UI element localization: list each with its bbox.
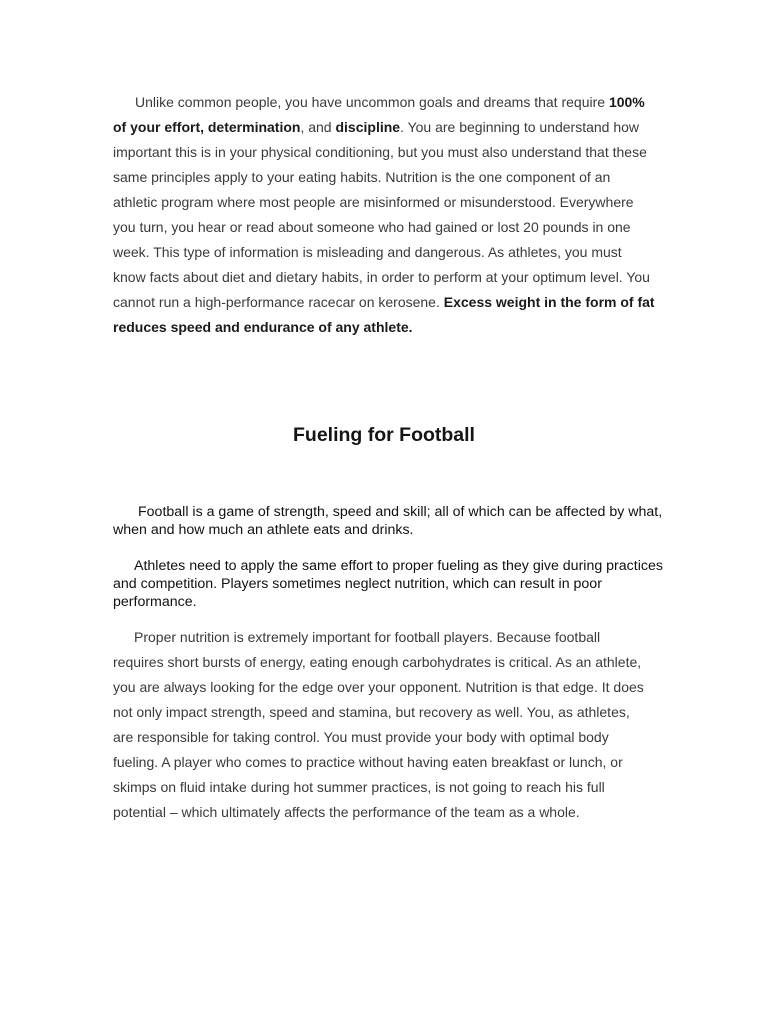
section-heading: Fueling for Football — [293, 424, 475, 446]
intro-bold-discipline: discipline — [335, 119, 401, 135]
intro-text-1: Unlike common people, you have uncommon goals and dreams that require — [135, 94, 609, 110]
intro-text-3: . You are beginning to understand how important this is in your physical conditioning, but you must also understand that these same principles apply to your eating habits. Nutrition is the one component of an athletic program where most people are misinformed or misunderstood. Everywhere you turn, you hear or read about someone who had gained or lost 20 pounds in one week. This type of information is misleading and dangerous. As athletes, you must know facts about diet and dietary habits, in order to perform at your optimum level. You cannot run a high-performance racecar on kerosene. — [113, 119, 650, 310]
intro-bold-effort: 100% of your effort, determination — [113, 94, 645, 135]
football-paragraph: Football is a game of strength, speed and skill; all of which can be affected by what, when and how much an athlete eats and drinks. — [113, 504, 663, 538]
athletes-paragraph: Athletes need to apply the same effort to proper fueling as they give during practices and competition. Players sometimes neglect nutrition, which can result in poor performance. — [113, 558, 663, 610]
nutrition-paragraph: Proper nutrition is extremely important for football players. Because football requires short bursts of energy, eating enough carbohydrates is critical. As an athlete, you are always looking for the edge over your opponent. Nutrition is that edge. It does not only impact strength, speed and stamina, but recovery as well. You, as athletes, are responsible for taking control. You must provide your body with optimal body fueling. A player who comes to practice without having eaten breakfast or lunch, or skimps on fluid intake during hot summer practices, is not going to reach his full potential – which ultimately affects the performance of the team as a whole. — [113, 629, 644, 820]
intro-bold-excess-weight: Excess weight in the form of fat reduces speed and endurance of any athlete. — [113, 294, 655, 335]
intro-text-2: , and — [300, 119, 336, 135]
intro-paragraph — [113, 90, 658, 340]
